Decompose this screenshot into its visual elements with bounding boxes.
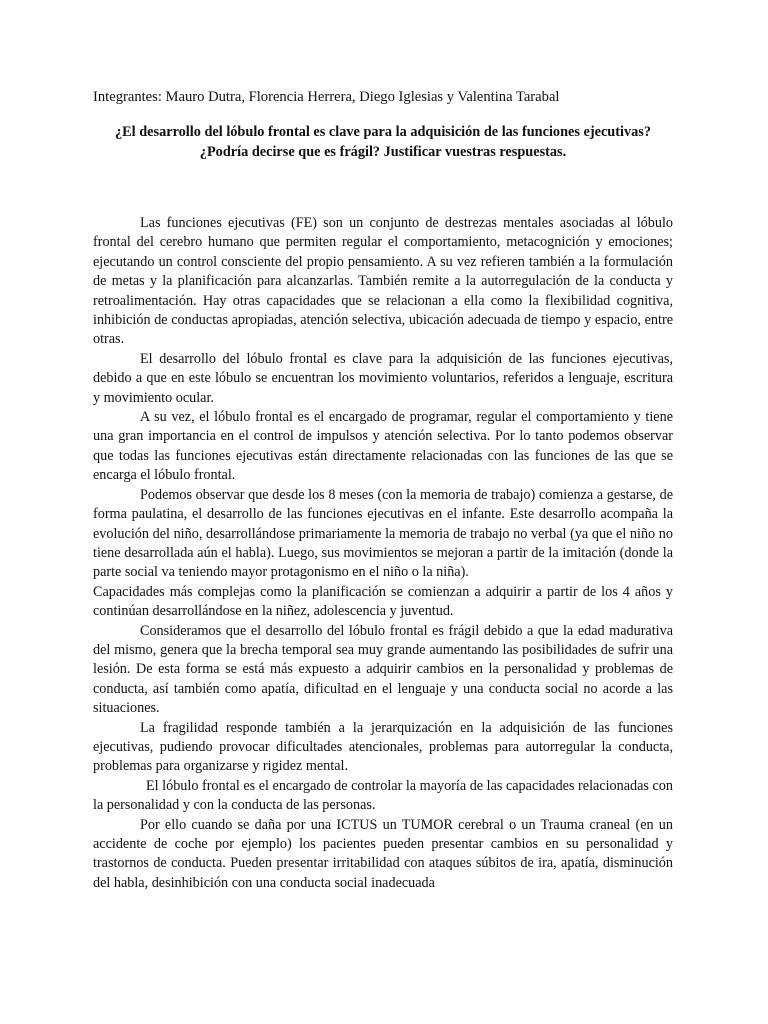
essay-body	[93, 214, 673, 893]
assignment-question	[93, 122, 673, 162]
paragraph-9: Por ello cuando se daña por una ICTUS un TUMOR cerebral o un Trauma craneal (en un accidente de coche por ejemplo) los pacientes pueden presentar cambios en su personalidad y trastornos de conducta. Pueden presentar irritabilidad con ataques súbitos de ira, apatía, disminución del habla, desinhibición con una conducta social inadecuada	[93, 816, 673, 891]
paragraph-1: Las funciones ejecutivas (FE) son un conjunto de destrezas mentales asociadas al lóbulo frontal del cerebro humano que permiten regular el comportamiento, metacognición y emociones; ejecutando un control consciente del propio pensamiento. A su vez refieren también a la formulación de metas y la planificación para alcanzarlas. También remite a la autorregulación de la conducta y retroalimentación. Hay otras capacidades que se relacionan a ella como la flexibilidad cognitiva, inhibición de conductas apropiadas, atención selectiva, ubicación adecuada de tiempo y espacio, entre otras.	[93, 215, 673, 348]
paragraph-8: El lóbulo frontal es el encargado de controlar la mayoría de las capacidades relacionadas con la personalidad y con la conducta de las personas.	[93, 777, 673, 814]
paragraph-3: A su vez, el lóbulo frontal es el encargado de programar, regular el comportamiento y tiene una gran importancia en el control de impulsos y atención selectiva. Por lo tanto podemos observar que todas las funciones ejecutivas están directamente relacionadas con las funciones de las que se encarga el lóbulo frontal.	[93, 409, 673, 484]
paragraph-5: Capacidades más complejas como la planificación se comienzan a adquirir a partir de los 4 años y continúan desarrollándose en la niñez, adolescencia y juventud.	[93, 583, 673, 620]
authors-line: Integrantes: Mauro Dutra, Florencia Herrera, Diego Iglesias y Valentina Tarabal	[93, 89, 560, 105]
paragraph-6: Consideramos que el desarrollo del lóbulo frontal es frágil debido a que la edad madurativa del mismo, genera que la brecha temporal sea muy grande aumentando las posibilidades de sufrir una lesión. De esta forma se está más expuesto a adquirir cambios en la personalidad y problemas de conducta, así también como apatía, dificultad en el lenguaje y una conducta social no acorde a las situaciones.	[93, 622, 673, 717]
question-line-2: ¿Podría decirse que es frágil? Justificar vuestras respuestas.	[199, 144, 567, 160]
paragraph-2: El desarrollo del lóbulo frontal es clave para la adquisición de las funciones ejecutivas, debido a que en este lóbulo se encuentran los movimiento voluntarios, referidos a lenguaje, escritura y movimiento ocular.	[93, 350, 673, 406]
paragraph-7: La fragilidad responde también a la jerarquización en la adquisición de las funciones ejecutivas, pudiendo provocar dificultades atencionales, problemas para autorregular la conducta, problemas para organizarse y rigidez mental.	[93, 719, 673, 775]
question-line-1: ¿El desarrollo del lóbulo frontal es clave para la adquisición de las funciones ejecutivas?	[114, 124, 652, 140]
paragraph-4: Podemos observar que desde los 8 meses (con la memoria de trabajo) comienza a gestarse, de forma paulatina, el desarrollo de las funciones ejecutivas en el infante. Este desarrollo acompaña la evolución del niño, desarrollándose primariamente la memoria de trabajo no verbal (ya que el niño no tiene desarrollada aún el habla). Luego, sus movimientos se mejoran a partir de la imitación (donde la parte social va teniendo mayor protagonismo en el niño o la niña).	[93, 486, 673, 581]
document-page	[93, 88, 673, 893]
